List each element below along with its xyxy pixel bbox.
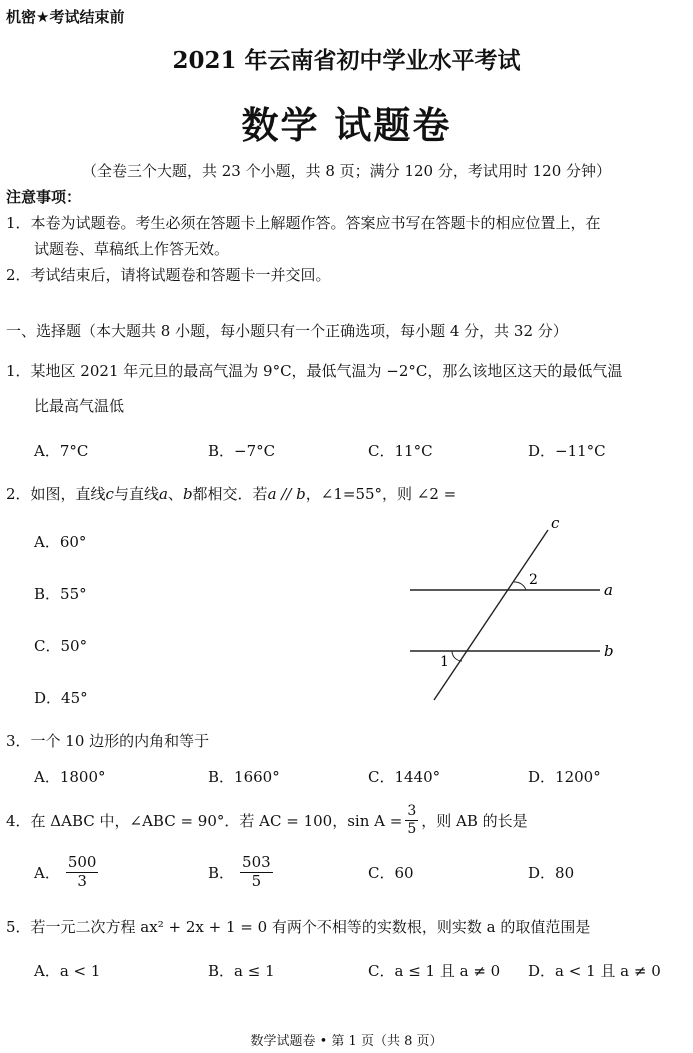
q5-option-d: D．a < 1 且 a ≠ 0 (528, 962, 661, 980)
q2-option-d: D．45° (34, 689, 88, 707)
notice-heading: 注意事项： (6, 188, 82, 206)
q3-option-b: B．1660° (208, 768, 280, 786)
question-1-text: 1．某地区 2021 年元旦的最高气温为 9°C，最低气温为 −2°C，那么该地区这天的最低气温 (6, 362, 623, 380)
q4-option-a (34, 850, 98, 894)
q5-option-c: C．a ≤ 1 且 a ≠ 0 (368, 962, 501, 980)
notice-item-2: 2．考试结束后，请将试题卷和答题卡一并交回。 (6, 266, 331, 284)
angle-2-arc (514, 582, 526, 590)
q4-prefix: 4．在 ΔABC 中，∠ABC = 90°．若 AC = 100，sin A = (6, 811, 403, 830)
q4-option-d: D．80 (528, 864, 575, 882)
q2-figure (400, 512, 640, 712)
label-b: b (604, 642, 614, 660)
q4-suffix: ，则 AB 的长是 (421, 811, 528, 830)
label-angle-1: 1 (440, 654, 449, 670)
q1-option-d: D．−11°C (528, 442, 606, 460)
q2-mid3: 都相交．若 (192, 485, 268, 503)
q3-option-a: A．1800° (34, 768, 106, 786)
question-1-text-cont: 比最高气温低 (34, 397, 125, 415)
line-c (434, 530, 548, 700)
question-3-text: 3．一个 10 边形的内角和等于 (6, 732, 210, 750)
q4-b-den: 5 (251, 871, 262, 890)
question-2-text (6, 483, 456, 504)
q1-option-a: A．7°C (34, 442, 89, 460)
q4-option-a-frac (66, 854, 99, 890)
label-c: c (551, 514, 560, 532)
q2-option-b: B．55° (34, 585, 87, 603)
q3-option-d: D．1200° (528, 768, 601, 786)
q5-option-a: A．a < 1 (34, 962, 101, 980)
q2-condition: a // b (267, 485, 306, 503)
q2-var-b: b (182, 485, 193, 503)
q1-option-b: B．−7°C (208, 442, 276, 460)
exam-title: 2021 年云南省初中学业水平考试 (172, 47, 521, 74)
confidential-label: 机密★考试结束前 (6, 8, 125, 26)
exam-info: （全卷三个大题，共 23 个小题，共 8 页；满分 120 分，考试用时 120 分钟） (81, 162, 612, 180)
q2-mid2: 、 (167, 485, 183, 503)
q2-var-c: c (105, 485, 114, 503)
q4-frac-num: 3 (407, 803, 417, 820)
q2-option-c: C．50° (34, 637, 88, 655)
question-4-text (6, 800, 528, 840)
q2-option-a: A．60° (34, 533, 87, 551)
question-5-text: 5．若一元二次方程 ax² + 2x + 1 = 0 有两个不相等的实数根，则实数 a 的取值范围是 (6, 918, 591, 936)
q4-option-c: C．60 (368, 864, 414, 882)
q2-var-a: a (158, 485, 168, 503)
notice-item-1: 1．本卷为试题卷。考生必须在答题卡上解题作答。答案应书写在答题卡的相应位置上，在 (6, 214, 601, 232)
q4-option-b (208, 850, 273, 894)
notice-item-1-cont: 试题卷、草稿纸上作答无效。 (34, 240, 230, 258)
q4-b-num: 503 (242, 853, 271, 872)
q3-option-c: C．1440° (368, 768, 441, 786)
q4-option-a-label: A． (34, 863, 60, 882)
label-angle-2: 2 (529, 572, 538, 588)
q2-prefix: 2．如图，直线 (6, 485, 106, 503)
q1-option-c: C．11°C (368, 442, 433, 460)
q5-option-b: B．a ≤ 1 (208, 962, 275, 980)
q4-frac-den: 5 (407, 820, 417, 837)
paper-title: 数学 试题卷 (241, 103, 452, 147)
q2-mid1: 与直线 (113, 485, 159, 503)
label-a: a (604, 581, 613, 599)
q4-a-num: 500 (67, 853, 97, 872)
q4-option-b-frac (240, 854, 273, 890)
q4-fraction (405, 803, 418, 836)
q2-mid4: ，∠1=55°，则 ∠2 = (305, 485, 457, 503)
q4-a-den: 3 (77, 871, 87, 890)
q4-option-b-label: B． (208, 863, 235, 882)
section-heading: 一、选择题（本大题共 8 小题，每小题只有一个正确选项，每小题 4 分，共 32 分） (6, 322, 568, 340)
page-footer: 数学试题卷 • 第 1 页（共 8 页） (250, 1034, 443, 1049)
